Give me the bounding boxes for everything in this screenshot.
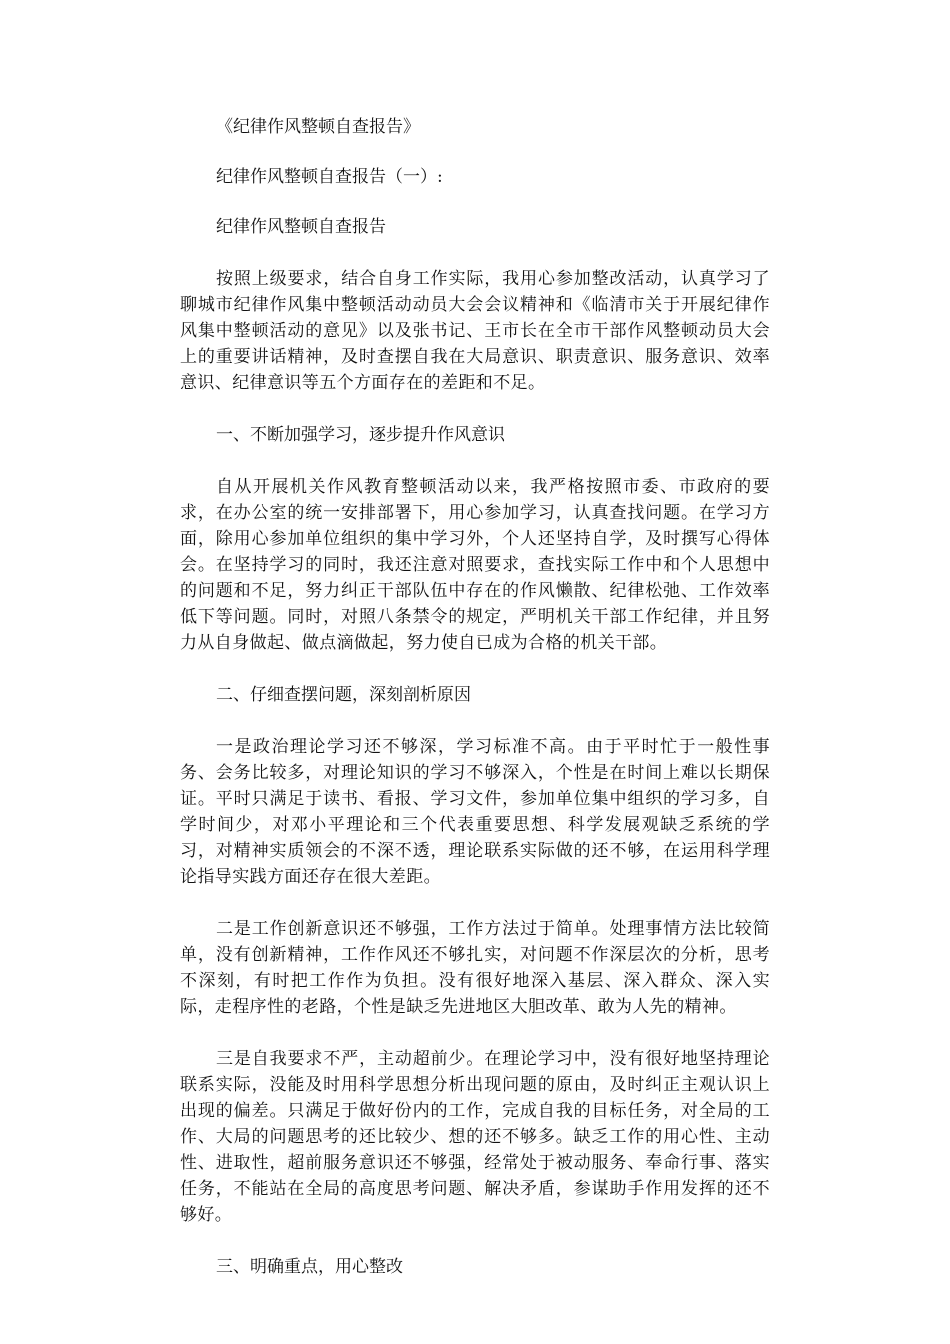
section-1-title: 一、不断加强学习，逐步提升作风意识: [216, 425, 505, 445]
document-subtitle: 纪律作风整顿自查报告（一）:: [216, 167, 443, 187]
section-2-title: 二、仔细查摆问题，深刻剖析原因: [216, 685, 471, 705]
document-page: [180, 114, 770, 1280]
section-3-title: 三、明确重点，用心整改: [216, 1257, 403, 1277]
section-2-paragraph-2: 二是工作创新意识还不够强，工作方法过于简单。处理事情方法比较简单，没有创新精神，工作作风还不够扎实，对问题不作深层次的分析，思考不深刻，有时把工作作为负担。没有很好地深入基层、深入群众、深入实际，走程序性的老路，个性是缺乏先进地区大胆改革、敢为人先的精神。: [180, 919, 770, 1017]
document-heading: 纪律作风整顿自查报告: [216, 217, 386, 237]
section-2-paragraph-3: 三是自我要求不严，主动超前少。在理论学习中，没有很好地坚持理论联系实际，没能及时用科学思想分析出现问题的原由，及时纠正主观认识上出现的偏差。只满足于做好份内的工作，完成自我的目标任务，对全局的工作、大局的问题思考的还比较少、想的还不够多。缺乏工作的用心性、主动性、进取性，超前服务意识还不够强，经常处于被动服务、奉命行事、落实任务，不能站在全局的高度思考问题、解决矛盾，参谋助手作用发挥的还不够好。: [180, 1049, 770, 1225]
section-2-paragraph-1: 一是政治理论学习还不够深，学习标准不高。由于平时忙于一般性事务、会务比较多，对理论知识的学习不够深入，个性是在时间上难以长期保证。平时只满足于读书、看报、学习文件，参加单位集中组织的学习多，自学时间少，对邓小平理论和三个代表重要思想、科学发展观缺乏系统的学习，对精神实质领会的不深不透，理论联系实际做的还不够，在运用科学理论指导实践方面还存在很大差距。: [180, 737, 770, 887]
document-title: 《纪律作风整顿自查报告》: [216, 117, 420, 137]
intro-paragraph: 按照上级要求，结合自身工作实际，我用心参加整改活动，认真学习了聊城市纪律作风集中整顿活动动员大会会议精神和《临清市关于开展纪律作风集中整顿活动的意见》以及张书记、王市长在全市干部作风整顿动员大会上的重要讲话精神，及时查摆自我在大局意识、职责意识、服务意识、效率意识、纪律意识等五个方面存在的差距和不足。: [180, 269, 770, 393]
section-1-paragraph: 自从开展机关作风教育整顿活动以来，我严格按照市委、市政府的要求，在办公室的统一安排部署下，用心参加学习，认真查找问题。在学习方面，除用心参加单位组织的集中学习外，个人还坚持自学，及时撰写心得体会。在坚持学习的同时，我还注意对照要求，查找实际工作中和个人思想中的问题和不足，努力纠正干部队伍中存在的作风懒散、纪律松弛、工作效率低下等问题。同时，对照八条禁令的规定，严明机关干部工作纪律，并且努力从自身做起、做点滴做起，努力使自已成为合格的机关干部。: [180, 477, 770, 653]
